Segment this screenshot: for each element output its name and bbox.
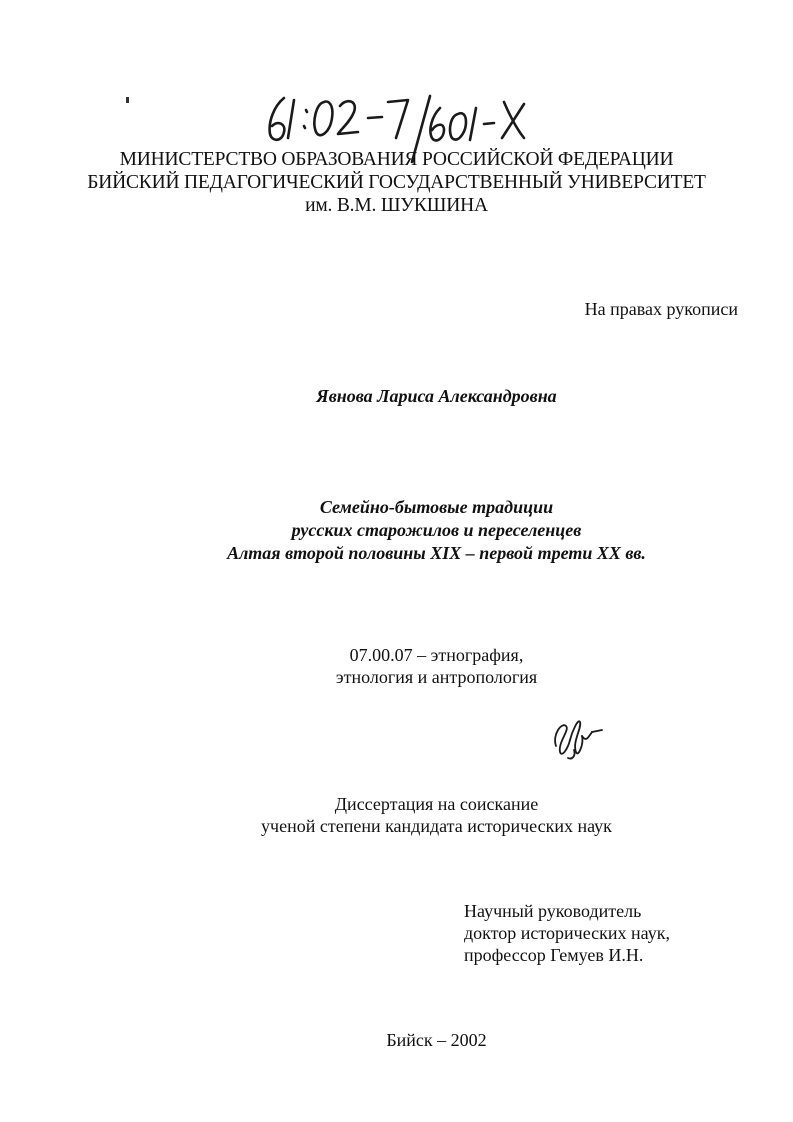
specialty-line: 07.00.07 – этнография, [349, 645, 524, 665]
ministry-name: МИНИСТЕРСТВО ОБРАЗОВАНИЯ РОССИЙСКОЙ ФЕДЕРАЦИИ [119, 149, 674, 170]
author-name: Явнова Лариса Александровна [316, 386, 557, 406]
supervisor-line: доктор исторических наук, [464, 923, 670, 943]
manuscript-rights-note: На правах рукописи [584, 299, 738, 319]
title-line: Семейно-бытовые традиции [319, 497, 554, 517]
city-year: Бийск – 2002 [386, 1030, 487, 1050]
margin-mark [126, 97, 129, 103]
dissertation-degree-statement [0, 793, 793, 837]
signature-drawing [548, 712, 606, 762]
dissertation-title [0, 496, 793, 565]
handwritten-signature [548, 712, 606, 762]
specialty-code [0, 644, 793, 688]
scientific-supervisor [464, 900, 670, 966]
supervisor-line: профессор Гемуев И.Н. [464, 945, 644, 965]
institution-header [0, 148, 793, 217]
specialty-line: этнология и антропология [335, 667, 538, 687]
university-namesake: им. В.М. ШУКШИНА [305, 195, 488, 216]
title-line: русских старожилов и переселенцев [291, 520, 582, 540]
degree-line: Диссертация на соискание [334, 794, 539, 814]
title-line: Алтая второй половины XIX – первой трети XX вв. [227, 543, 646, 563]
university-name: БИЙСКИЙ ПЕДАГОГИЧЕСКИЙ ГОСУДАРСТВЕННЫЙ УНИВЕРСИТЕТ [87, 172, 706, 193]
degree-line: ученой степени кандидата исторических наук [261, 816, 612, 836]
supervisor-line: Научный руководитель [464, 901, 642, 921]
